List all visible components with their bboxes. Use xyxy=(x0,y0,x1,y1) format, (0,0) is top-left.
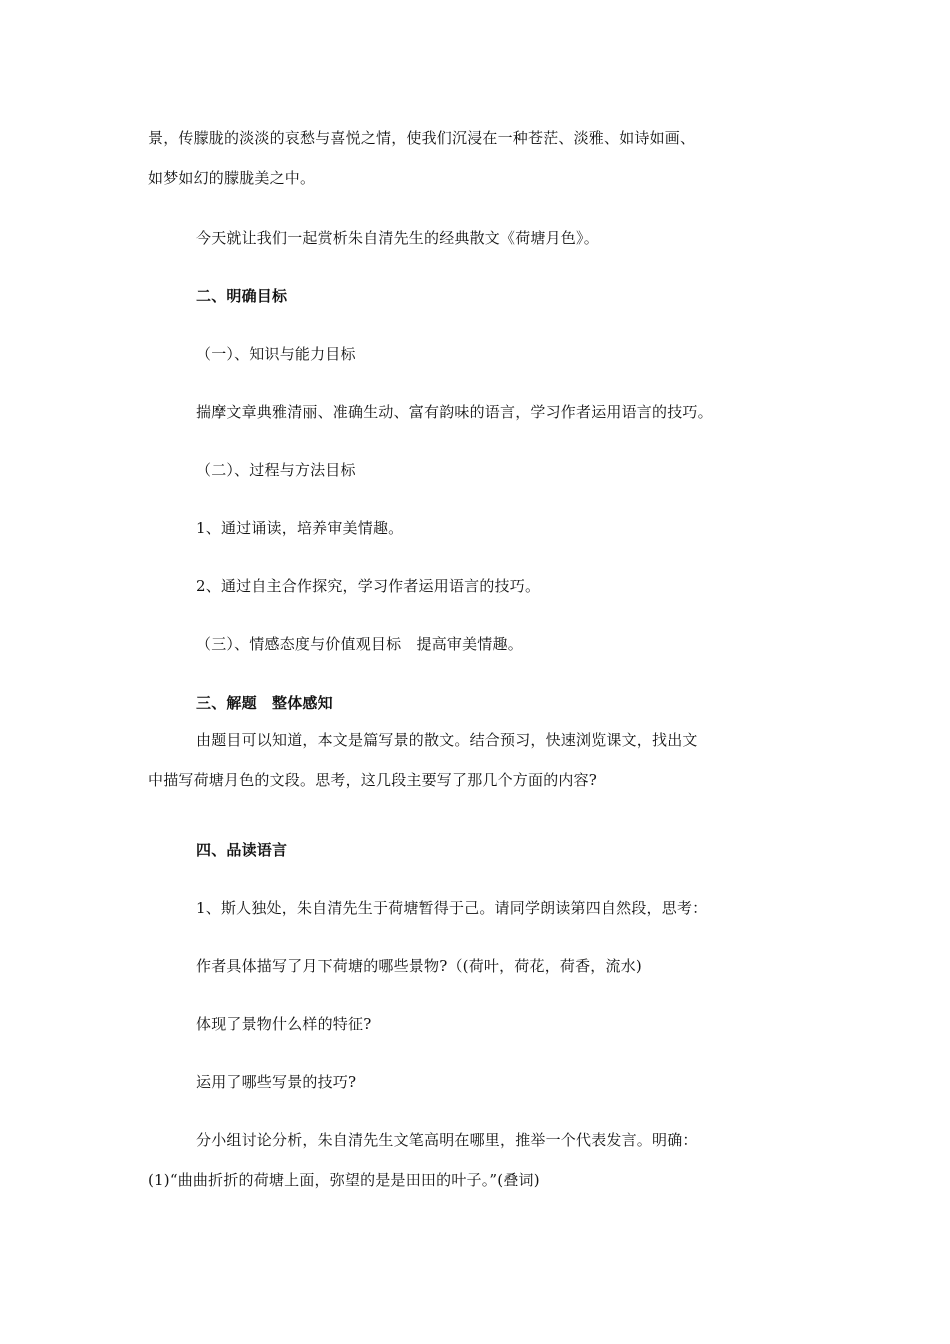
text-line-3: 今天就让我们一起赏析朱自清先生的经典散文《荷塘月色》。 xyxy=(196,229,599,247)
heading-language: 四、品读语言 xyxy=(196,841,288,859)
heading-objectives: 二、明确目标 xyxy=(196,287,288,305)
text-line-8: 1、通过诵读，培养审美情趣。 xyxy=(196,519,404,537)
text-line-6: 揣摩文章典雅清丽、准确生动、富有韵味的语言，学习作者运用语言的技巧。 xyxy=(196,403,713,421)
text-line-12: 由题目可以知道，本文是篇写景的散文。结合预习，快速浏览课文，找出文 xyxy=(196,731,698,749)
text-line-18: 运用了哪些写景的技巧? xyxy=(196,1073,357,1091)
text-line-9: 2、通过自主合作探究，学习作者运用语言的技巧。 xyxy=(196,577,541,595)
text-line-20: (1)“曲曲折折的荷塘上面，弥望的是是田田的叶子。”(叠词) xyxy=(148,1171,540,1189)
subheading-process: （二）、过程与方法目标 xyxy=(196,461,356,479)
text-line-15: 1、斯人独处，朱自清先生于荷塘暂得于己。请同学朗读第四自然段，思考： xyxy=(196,899,708,917)
text-line-16: 作者具体描写了月下荷塘的哪些景物?（(荷叶，荷花，荷香，流水) xyxy=(196,957,642,975)
heading-title-analysis: 三、解题 整体感知 xyxy=(196,694,333,712)
text-line-19: 分小组讨论分析，朱自清先生文笔高明在哪里，推举一个代表发言。明确： xyxy=(196,1131,698,1149)
subheading-knowledge: （一）、知识与能力目标 xyxy=(196,345,356,363)
text-line-17: 体现了景物什么样的特征? xyxy=(196,1015,372,1033)
text-line-13: 中描写荷塘月色的文段。思考，这几段主要写了那几个方面的内容? xyxy=(148,771,598,789)
text-line-1: 景，传朦胧的淡淡的哀愁与喜悦之情，使我们沉浸在一种苍茫、淡雅、如诗如画、 xyxy=(148,129,696,147)
subheading-emotion: （三）、情感态度与价值观目标 提高审美情趣。 xyxy=(196,635,523,653)
text-line-2: 如梦如幻的朦胧美之中。 xyxy=(148,169,316,187)
